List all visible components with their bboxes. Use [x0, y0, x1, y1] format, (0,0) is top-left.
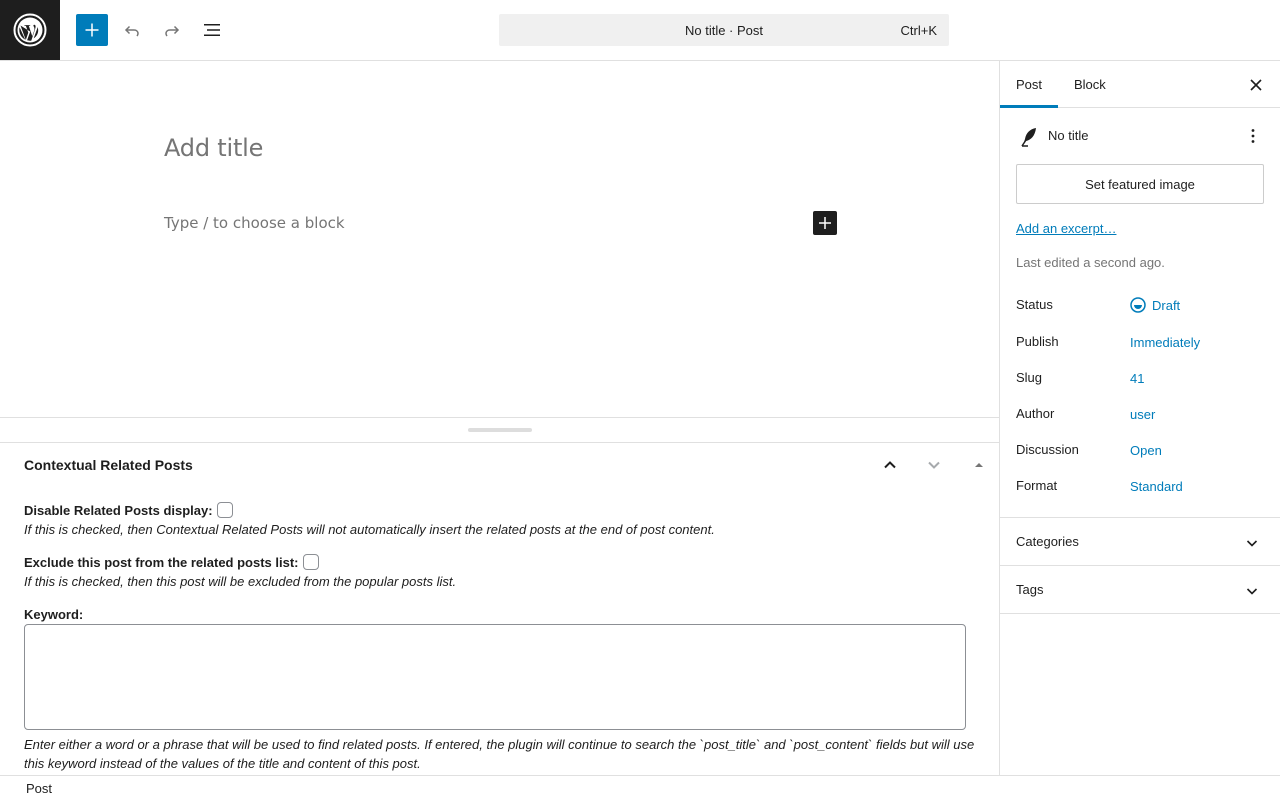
- post-summary-panel: [1000, 108, 1280, 518]
- disable-related-posts-label: Disable Related Posts display:: [24, 502, 213, 518]
- post-title-field[interactable]: Add title: [164, 134, 264, 162]
- discussion-label: Discussion: [1016, 442, 1079, 457]
- status-label: Status: [1016, 297, 1053, 312]
- categories-panel-toggle[interactable]: [1000, 518, 1280, 566]
- sidebar-tabs: [1000, 61, 1280, 108]
- block-inserter-button[interactable]: [76, 14, 108, 46]
- slug-label: Slug: [1016, 370, 1043, 385]
- close-icon: [1249, 78, 1263, 92]
- exclude-post-label: Exclude this post from the related posts list:: [24, 554, 299, 570]
- publish-value-button[interactable]: Immediately: [1130, 335, 1201, 350]
- collapse-arrow-icon: [973, 459, 985, 471]
- exclude-post-description: If this is checked, then this post will be excluded from the popular posts list.: [24, 574, 457, 589]
- author-value-button[interactable]: user: [1130, 407, 1156, 422]
- command-palette-bar[interactable]: [499, 14, 949, 46]
- author-label: Author: [1016, 406, 1055, 421]
- disable-related-posts-row: [24, 502, 233, 518]
- last-edited-text: Last edited a second ago.: [1016, 255, 1165, 270]
- exclude-post-checkbox[interactable]: [303, 554, 319, 570]
- close-sidebar-button[interactable]: [1244, 73, 1268, 97]
- keyword-description: Enter either a word or a phrase that will be used to find related posts. If entered, the plugin will continue to search the `post_title` and `post_content` fields but will use this keyword instead of the values of the title and content of this post.: [24, 737, 975, 771]
- exclude-post-row: [24, 554, 319, 570]
- post-feather-icon: [1017, 125, 1041, 149]
- move-down-button[interactable]: [922, 453, 946, 477]
- sidebar-post-title: No title: [1048, 128, 1089, 143]
- keyword-label: Keyword:: [24, 607, 84, 622]
- list-view-icon: [202, 20, 222, 40]
- editor-header: [0, 0, 1280, 61]
- chevron-up-icon: [882, 457, 898, 473]
- resize-handle[interactable]: [468, 428, 532, 432]
- breadcrumb-post[interactable]: Post: [26, 781, 53, 796]
- editor-canvas: [0, 61, 999, 418]
- plus-icon: [818, 216, 832, 230]
- toggle-panel-button[interactable]: [967, 453, 991, 477]
- metabox-resize-area: [0, 417, 999, 443]
- undo-button[interactable]: [116, 14, 148, 46]
- categories-panel-label: Categories: [1016, 534, 1079, 549]
- tab-post[interactable]: Post: [1000, 61, 1058, 108]
- document-title: No title · Post: [684, 22, 764, 38]
- tags-panel-toggle[interactable]: [1000, 566, 1280, 614]
- move-up-button[interactable]: [878, 453, 902, 477]
- format-value-button[interactable]: Standard: [1130, 479, 1183, 494]
- redo-button[interactable]: [156, 14, 188, 46]
- chevron-down-icon: [926, 457, 942, 473]
- metabox-title: Contextual Related Posts: [24, 457, 193, 473]
- keyword-textarea[interactable]: [24, 624, 966, 730]
- undo-icon: [122, 20, 142, 40]
- draft-status-icon: [1130, 297, 1146, 313]
- chevron-down-icon: [1240, 579, 1264, 603]
- format-label: Format: [1016, 478, 1058, 493]
- default-block-appender[interactable]: Type / to choose a block: [164, 214, 345, 232]
- disable-related-posts-description: If this is checked, then Contextual Related Posts will not automatically insert the related posts at the end of post content.: [24, 522, 715, 537]
- add-excerpt-link[interactable]: Add an excerpt…: [1016, 221, 1117, 236]
- discussion-value-button[interactable]: Open: [1130, 443, 1162, 458]
- block-breadcrumb-bar: [0, 775, 1280, 800]
- shortcut-hint: Ctrl+K: [900, 23, 937, 38]
- add-block-button[interactable]: [813, 211, 837, 235]
- more-vertical-icon: [1245, 128, 1261, 144]
- contextual-related-posts-metabox: [0, 443, 999, 775]
- slug-value-button[interactable]: 41: [1130, 371, 1145, 386]
- status-value-button[interactable]: [1130, 297, 1180, 313]
- wordpress-icon: [13, 13, 47, 47]
- tab-block[interactable]: Block: [1074, 77, 1106, 92]
- settings-sidebar: [999, 61, 1280, 775]
- disable-related-posts-checkbox[interactable]: [217, 502, 233, 518]
- publish-label: Publish: [1016, 334, 1059, 349]
- post-actions-button[interactable]: [1241, 124, 1265, 148]
- status-value: Draft: [1152, 297, 1181, 313]
- plus-icon: [84, 22, 100, 38]
- document-overview-button[interactable]: [196, 14, 228, 46]
- wordpress-logo[interactable]: [0, 0, 60, 60]
- redo-icon: [162, 20, 182, 40]
- tags-panel-label: Tags: [1016, 582, 1044, 597]
- set-featured-image-button[interactable]: Set featured image: [1016, 164, 1264, 204]
- chevron-down-icon: [1240, 531, 1264, 555]
